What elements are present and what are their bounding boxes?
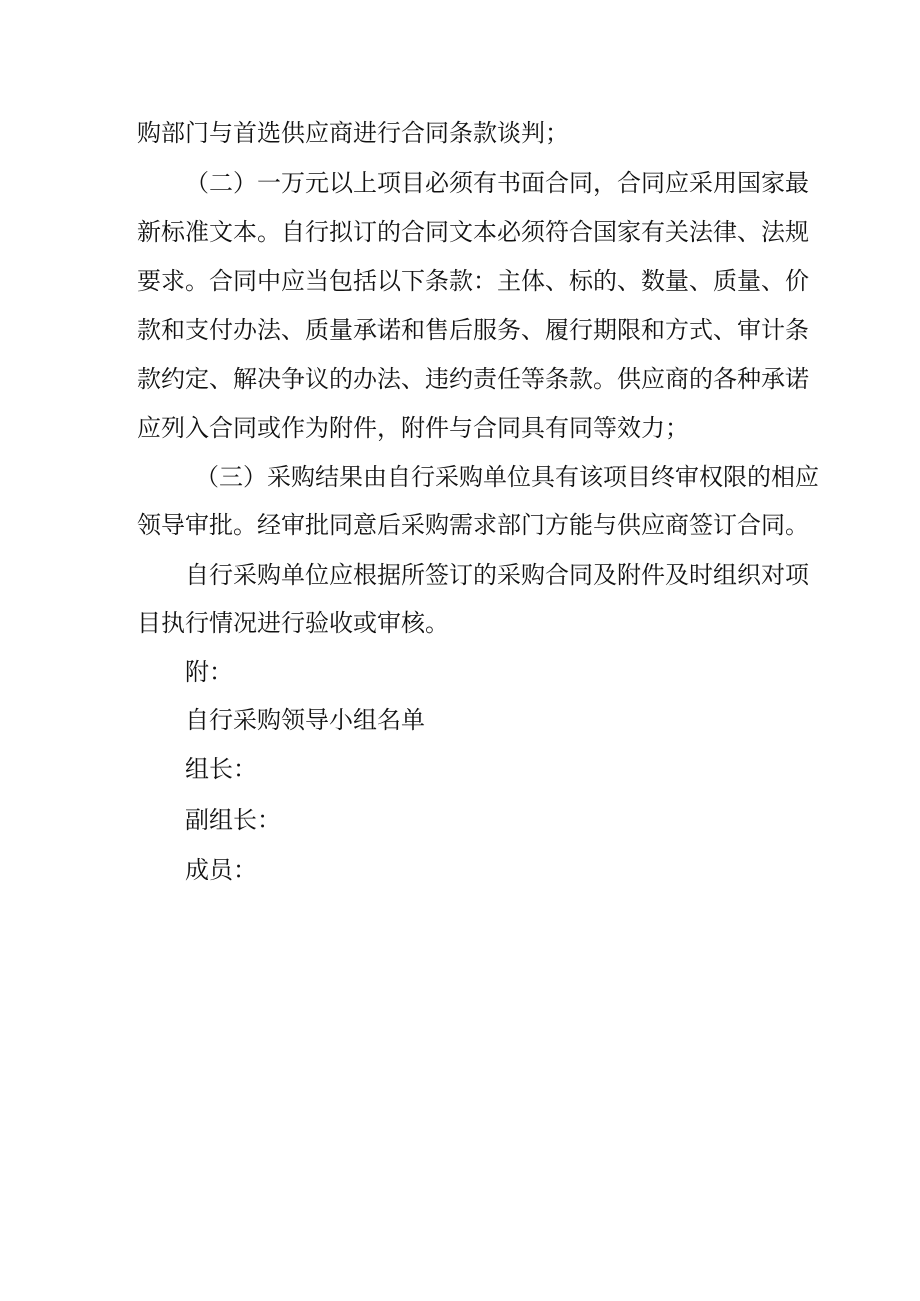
text-line-7: 应列入合同或作为附件，附件与合同具有同等效力； — [137, 414, 689, 442]
text-line-8: （三）采购结果由自行采购单位具有该项目终审权限的相应 — [195, 463, 819, 491]
appendix-label: 附： — [185, 658, 233, 686]
text-line-6: 款约定、解决争议的办法、违约责任等条款。供应商的各种承诺 — [137, 365, 809, 393]
text-line-11: 目执行情况进行验收或审核。 — [137, 609, 449, 637]
appendix-title: 自行采购领导小组名单 — [185, 706, 425, 734]
leader-label: 组长： — [185, 755, 257, 783]
deputy-leader-label: 副组长： — [185, 806, 281, 834]
text-line-4: 要求。合同中应当包括以下条款：主体、标的、数量、质量、价 — [137, 267, 809, 295]
text-line-2: （二）一万元以上项目必须有书面合同，合同应采用国家最 — [185, 169, 809, 197]
text-line-5: 款和支付办法、质量承诺和售后服务、履行期限和方式、审计条 — [137, 316, 809, 344]
text-line-3: 新标准文本。自行拟订的合同文本必须符合国家有关法律、法规 — [137, 218, 809, 246]
members-label: 成员： — [185, 856, 257, 884]
text-line-9: 领导审批。经审批同意后采购需求部门方能与供应商签订合同。 — [137, 511, 809, 539]
text-line-1: 购部门与首选供应商进行合同条款谈判； — [137, 119, 569, 147]
text-line-10: 自行采购单位应根据所签订的采购合同及附件及时组织对项 — [185, 561, 809, 589]
